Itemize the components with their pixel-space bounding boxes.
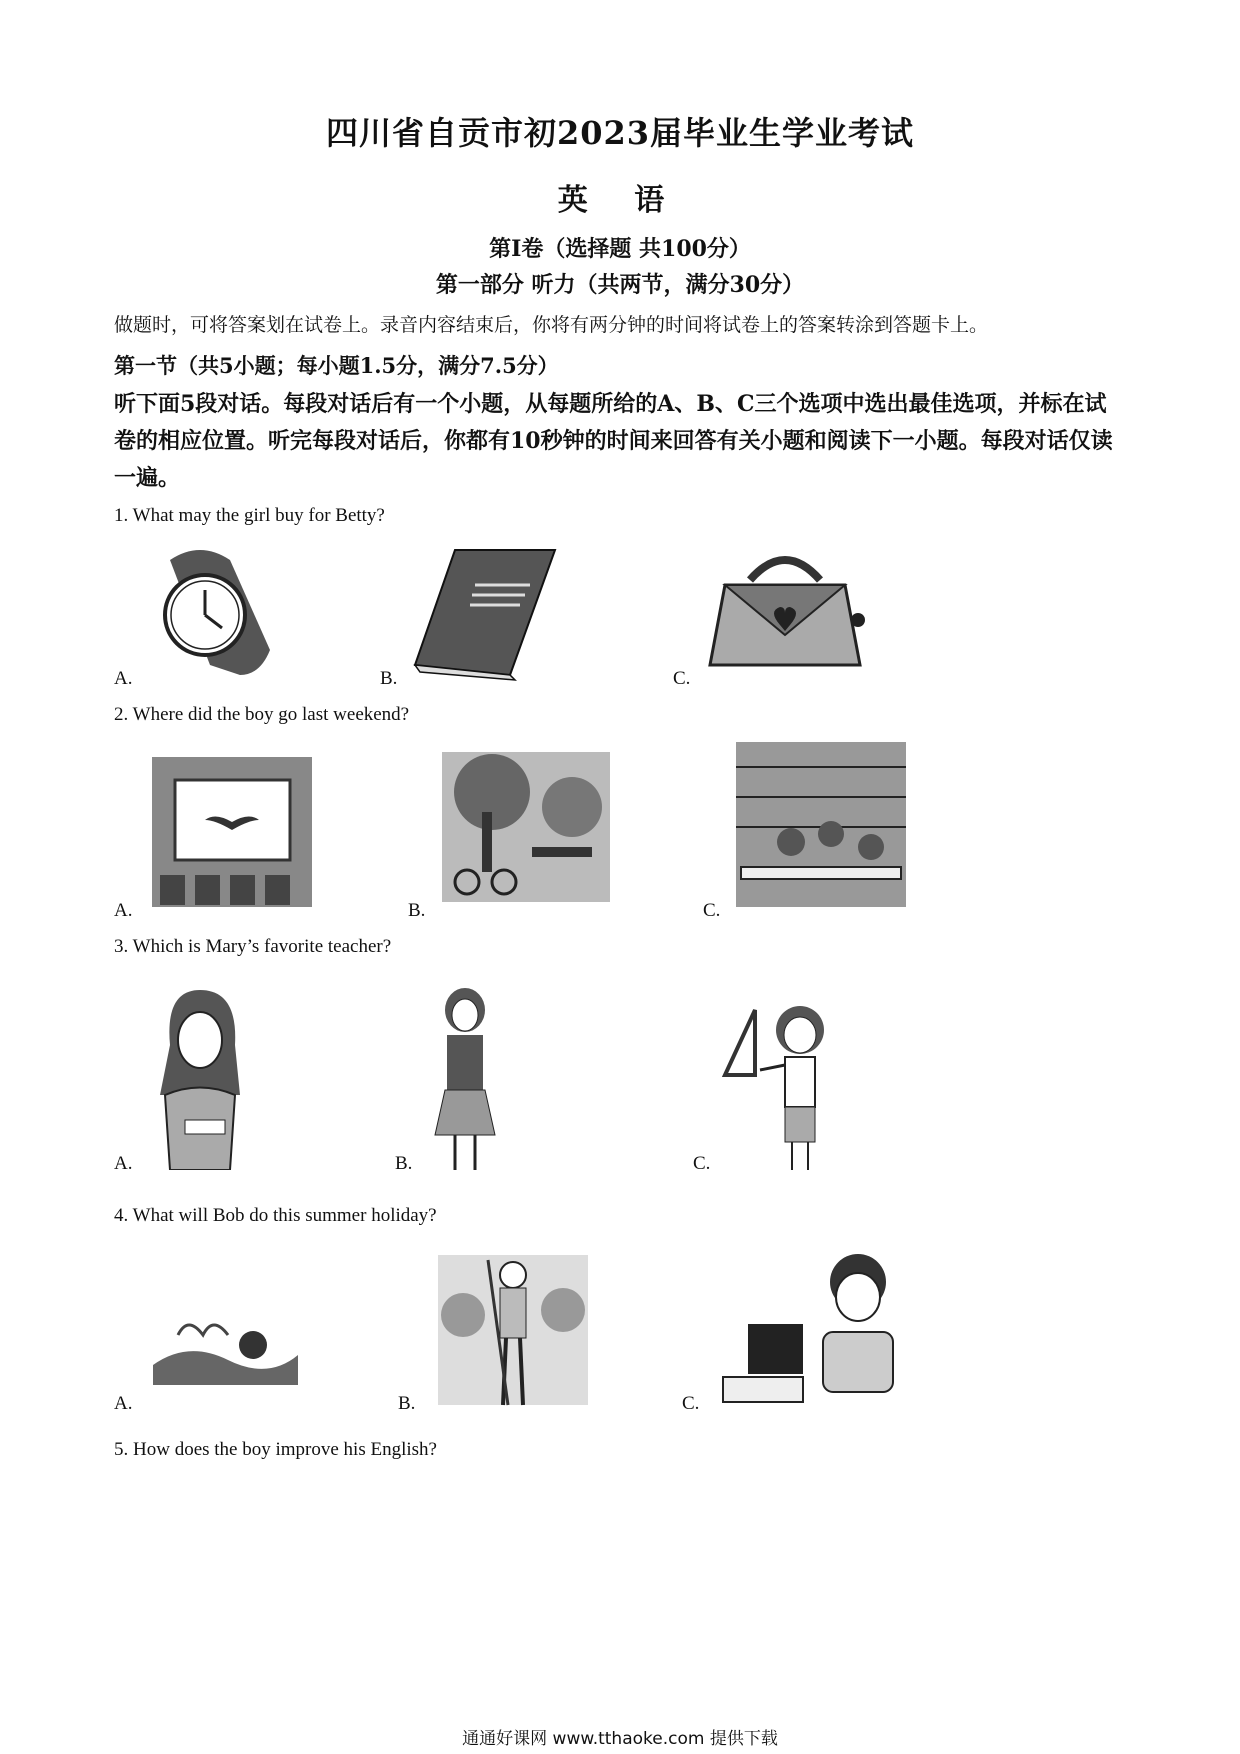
teacher-skirt-icon	[425, 985, 505, 1170]
q1-option-c: C.	[673, 668, 691, 689]
instruction-text: 做题时，可将答案划在试卷上。录音内容结束后，你将有两分钟的时间将试卷上的答案转涂到答题卡上。	[114, 314, 989, 336]
volume-title: 第I卷（选择题 共100分）	[489, 236, 751, 262]
teacher-ruler-icon	[720, 995, 840, 1170]
section-title: 第一节（共5小题；每小题1.5分，满分7.5分）	[114, 353, 559, 378]
q1-option-b: B.	[380, 668, 398, 689]
q2-option-a: A.	[114, 900, 133, 921]
question-4: 4. What will Bob do this summer holiday?	[114, 1205, 437, 1226]
q3-option-b: B.	[395, 1153, 413, 1174]
tv-icon	[718, 1252, 908, 1407]
question-5: 5. How does the boy improve his English?	[114, 1439, 437, 1460]
footer-text: 通通好课网 www.tthaoke.com 提供下载	[462, 1729, 778, 1749]
q4-option-a: A.	[114, 1393, 133, 1414]
park-icon	[442, 752, 610, 902]
teacher-long-hair-icon	[150, 985, 250, 1170]
sweeping-icon	[438, 1255, 588, 1410]
watch-icon	[150, 540, 280, 680]
subject-title: 英 语	[557, 183, 683, 218]
swimming-icon	[148, 1310, 303, 1390]
question-1: 1. What may the girl buy for Betty?	[114, 505, 385, 526]
exam-title: 四川省自贡市初2023届毕业生学业考试	[325, 114, 915, 152]
section-directions: 听下面5段对话。每段对话后有一个小题，从每题所给的A、B、C三个选项中选出最佳选项，并标在试卷的相应位置。听完每段对话后，你都有10秒钟的时间来回答有关小题和阅读下一小题。每段对话仅读一遍。	[114, 391, 1113, 491]
q3-option-a: A.	[114, 1153, 133, 1174]
q4-option-c: C.	[682, 1393, 700, 1414]
q4-option-b: B.	[398, 1393, 416, 1414]
q1-option-a: A.	[114, 668, 133, 689]
library-icon	[736, 742, 906, 907]
q2-option-c: C.	[703, 900, 721, 921]
handbag-icon	[700, 540, 870, 675]
cinema-icon	[150, 755, 315, 910]
q2-option-b: B.	[408, 900, 426, 921]
question-2: 2. Where did the boy go last weekend?	[114, 704, 410, 725]
part-title: 第一部分 听力（共两节，满分30分）	[435, 272, 805, 298]
book-icon	[410, 545, 560, 685]
question-3: 3. Which is Mary’s favorite teacher?	[114, 936, 392, 957]
q3-option-c: C.	[693, 1153, 711, 1174]
